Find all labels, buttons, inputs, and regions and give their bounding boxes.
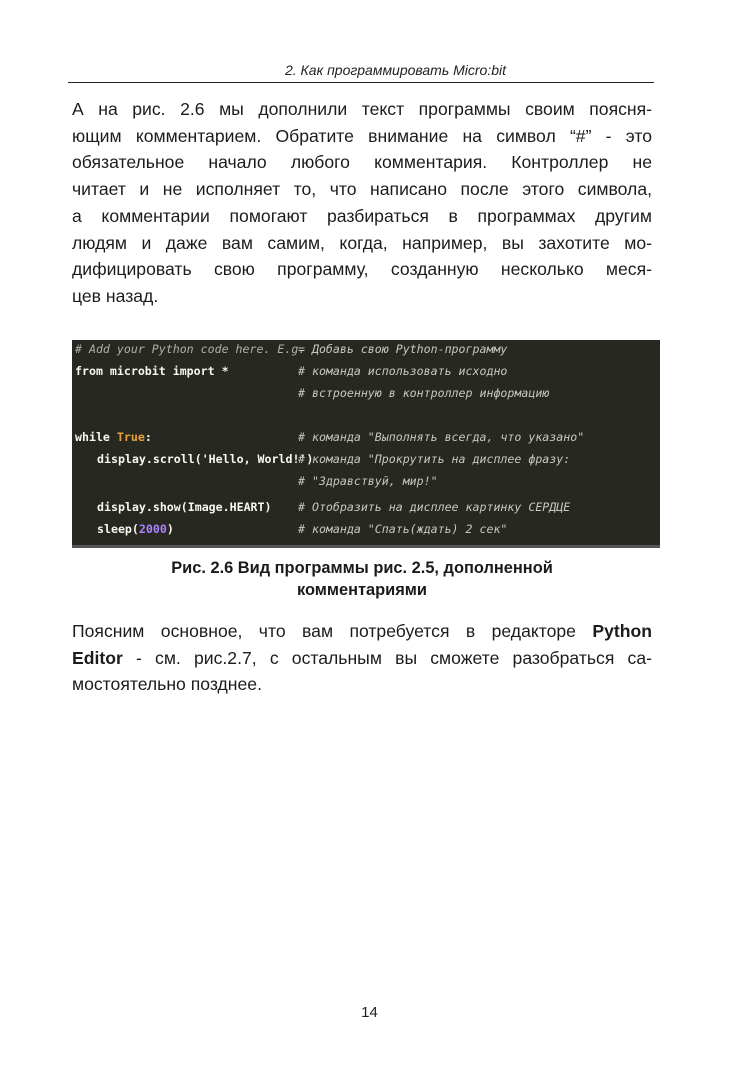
code-comment: # команда "Спать(ждать) 2 сек" — [298, 522, 508, 536]
code-text — [75, 430, 152, 444]
code-comment: # команда использовать исходно — [298, 364, 508, 378]
paragraph-line: ющим комментарием. Обратите внимание на символ “#” - это — [72, 125, 652, 146]
code-comment: # Отобразить на дисплее картинку СЕРДЦЕ — [298, 500, 571, 514]
caption-line: Рис. 2.6 Вид программы рис. 2.5, дополненной — [171, 559, 553, 577]
code-comment: # "Здравствуй, мир!" — [298, 474, 438, 488]
code-text: display.show(Image.HEART) — [97, 500, 272, 514]
code-text: display.scroll('Hello, World!') — [97, 452, 314, 466]
paragraph-line: цев назад. — [72, 285, 159, 306]
paragraph-line: А на рис. 2.6 мы дополнили текст программы своим поясня- — [72, 99, 652, 119]
paragraph-intro — [72, 96, 652, 310]
paragraph-explain — [72, 618, 652, 698]
code-line — [72, 500, 571, 522]
code-text: # Add your Python code here. E.g. — [75, 342, 306, 356]
code-line — [72, 430, 585, 452]
code-comment: # команда "Выполнять всегда, что указано" — [298, 430, 585, 444]
text-run: Поясним основное, что вам потребуется в редакторе — [72, 621, 593, 641]
code-comment: = Добавь свою Python-программу — [298, 342, 508, 356]
caption-line: комментариями — [296, 581, 428, 599]
code-screenshot — [72, 340, 660, 548]
paragraph-line: обязательное начало любого комментария. Контроллер не — [72, 152, 652, 173]
code-comment: # встроенную в контроллер информацию — [298, 386, 550, 400]
running-header-title: 2. Как программировать Micro:bit — [284, 62, 506, 78]
function-sleep: sleep( — [97, 522, 139, 536]
bold-term: Editor — [72, 647, 123, 668]
paragraph-line: дифицировать свою программу, созданную несколько меся- — [72, 259, 652, 280]
code-text: from microbit import * — [75, 364, 229, 378]
code-colon: : — [144, 430, 152, 444]
code-paren: ) — [166, 522, 174, 536]
code-line — [72, 364, 508, 386]
paragraph-line: а комментарии помогают разбираться в программах другим — [72, 205, 652, 226]
code-number: 2000 — [138, 522, 167, 536]
paragraph-line — [72, 645, 652, 672]
code-line — [72, 522, 508, 544]
code-line — [72, 474, 438, 496]
paragraph-line — [72, 618, 652, 645]
keyword-while: while — [75, 430, 110, 444]
code-line — [72, 342, 508, 364]
code-text — [97, 522, 174, 536]
bold-term: Python — [592, 621, 652, 641]
keyword-true: True — [116, 430, 145, 444]
figure-caption — [72, 557, 652, 601]
paragraph-line: людям и даже вам самим, когда, например, вы захотите мо- — [72, 232, 652, 253]
paragraph-line: читает и не исполняет то, что написано после этого символа, — [72, 179, 652, 200]
paragraph-line: мостоятельно позднее. — [72, 674, 262, 695]
code-line — [72, 386, 550, 408]
page-number: 14 — [361, 1004, 378, 1021]
text-run: - см. рис.2.7, с остальным вы сможете разобраться са- — [122, 647, 652, 668]
code-comment: # команда "Прокрутить на дисплее фразу: — [298, 452, 571, 466]
running-header — [68, 62, 654, 83]
code-line — [72, 452, 571, 474]
